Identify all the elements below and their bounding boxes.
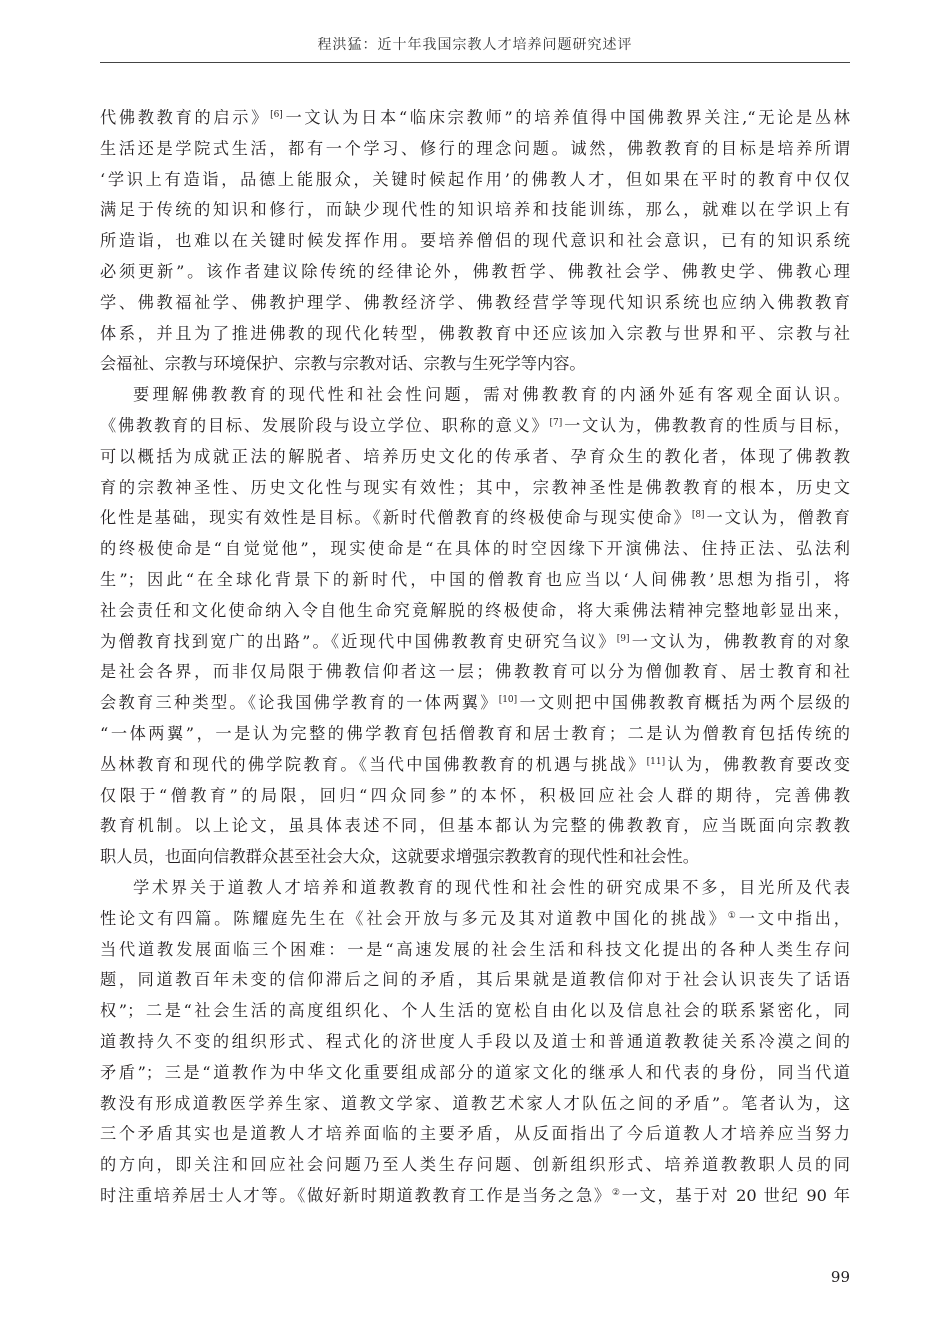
text-line — [100, 103, 850, 134]
paragraph — [100, 103, 850, 380]
text-line — [100, 473, 850, 504]
text-span: 认为，佛教教育要改变 — [665, 754, 850, 774]
text-line — [100, 781, 850, 812]
text-line — [100, 503, 850, 534]
text-line — [100, 1150, 850, 1181]
footnote-reference: [7] — [549, 417, 563, 428]
text-span: 教育机制。以上论文，虽具体表述不同，但基本都认为完整的佛教教育，应当既面向宗教教 — [100, 816, 850, 836]
text-line — [100, 257, 850, 288]
text-span: 一文中指出， — [738, 908, 850, 928]
text-line — [100, 349, 850, 380]
text-span: 可以概括为成就正法的解脱者、培养历史文化的传承者、孕育众生的教化者，体现了佛教教 — [100, 446, 850, 466]
text-span: “一体两翼”，一是认为完整的佛学教育包括僧教育和居士教育；二是认为僧教育包括传统的 — [100, 723, 850, 743]
text-line — [100, 319, 850, 350]
text-span: 生”；因此“在全球化背景下的新时代，中国的僧教育也应当以‘人间佛教’思想为指引，将 — [100, 569, 850, 589]
text-span: 权”；二是“社会生活的高度组织化、个人生活的宽松自由化以及信息社会的联系紧密化，同 — [100, 1001, 850, 1021]
text-line — [100, 657, 850, 688]
text-span: 体系，并且为了推进佛教的现代化转型，佛教教育中还应该加入宗教与世界和平、宗教与社 — [100, 323, 850, 343]
text-line — [100, 1181, 850, 1212]
text-span: 化性是基础，现实有效性是目标。《新时代僧教育的终极使命与现实使命》 — [100, 508, 692, 528]
text-line — [100, 1119, 850, 1150]
text-span: 时注重培养居士人才等。《做好新时期道教教育工作是当务之急》 — [100, 1185, 612, 1205]
text-span: ‘学识上有造诣，品德上能服众，关键时候起作用’的佛教人才，但如果在平时的教育中仅仅 — [100, 169, 850, 189]
paragraph — [100, 380, 850, 873]
text-span: 一文认为，佛教教育的性质与目标， — [562, 415, 850, 435]
footnote-reference: [9] — [616, 633, 630, 644]
text-span: 题，同道教百年未变的信仰滞后之间的矛盾，其后果就是道教信仰对于社会认识丧失了话语 — [100, 970, 850, 990]
text-span: 一文则把中国佛教教育概括为两个层级的 — [517, 693, 850, 713]
text-span: 的终极使命是“自觉觉他”，现实使命是“在具体的时空因缘下开演佛法、住持正法、弘法利 — [100, 539, 850, 559]
text-span: 社会责任和文化使命纳入令自他生命究竟解脱的终极使命，将大乘佛法精神完整地彰显出来， — [100, 600, 850, 620]
text-span: 满足于传统的知识和修行，而缺少现代性的知识培养和技能训练，那么，就难以在学识上有 — [100, 200, 850, 220]
text-line — [100, 965, 850, 996]
page-number: 99 — [830, 1268, 850, 1286]
text-line — [100, 565, 850, 596]
text-span: 三个矛盾其实也是道教人才培养面临的主要矛盾，从反面指出了今后道教人才培养应当努力 — [100, 1124, 850, 1144]
text-line — [100, 165, 850, 196]
article-body — [100, 103, 850, 1212]
text-line — [100, 719, 850, 750]
text-span: 会教育三种类型。《论我国佛学教育的一体两翼》 — [100, 693, 499, 713]
text-span: 要理解佛教教育的现代性和社会性问题，需对佛教教育的内涵外延有客观全面认识。 — [133, 385, 850, 405]
footnote-reference: ② — [611, 1187, 622, 1198]
text-span: 一文，基于对 20 世纪 90 年 — [621, 1185, 850, 1205]
text-line — [100, 380, 850, 411]
text-span: 一文认为，佛教教育的对象 — [629, 631, 850, 651]
text-span: 所造诣，也难以在关键时候发挥作用。要培养僧侣的现代意识和社会意识，已有的知识系统 — [100, 231, 850, 251]
text-line — [100, 873, 850, 904]
text-span: 丛林教育和现代的佛学院教育。《当代中国佛教教育的机遇与挑战》 — [100, 754, 647, 774]
text-line — [100, 996, 850, 1027]
text-span: 会福祉、宗教与环境保护、宗教与宗教对话、宗教与生死学等内容。 — [100, 354, 586, 374]
text-span: 道教持久不变的组织形式、程式化的济世度人手段以及道士和普通道教教徒关系冷漠之间的 — [100, 1031, 850, 1051]
header-rule — [100, 62, 850, 63]
text-span: 学、佛教福祉学、佛教护理学、佛教经济学、佛教经营学等现代知识系统也应纳入佛教教育 — [100, 292, 850, 312]
text-line — [100, 904, 850, 935]
text-line — [100, 688, 850, 719]
text-span: 为僧教育找到宽广的出路”。《近现代中国佛教教育史研究刍议》 — [100, 631, 617, 651]
text-line — [100, 411, 850, 442]
text-span: 的方向，即关注和回应社会问题乃至人类生存问题、创新组织形式、培养道教教职人员的同 — [100, 1155, 850, 1175]
footnote-reference: ① — [727, 910, 739, 921]
text-span: 教没有形成道教医学养生家、道教文学家、道教艺术家人才队伍之间的矛盾”。笔者认为，这 — [100, 1093, 850, 1113]
text-span: 一文认为，僧教育 — [704, 508, 850, 528]
text-line — [100, 935, 850, 966]
text-line — [100, 226, 850, 257]
text-line — [100, 134, 850, 165]
running-header: 程洪猛：近十年我国宗教人才培养问题研究述评 — [317, 37, 633, 53]
text-span: 一文认为日本“临床宗教师”的培养值得中国佛教界关注,“无论是丛林 — [282, 108, 850, 127]
text-span: 必须更新”。该作者建议除传统的经律论外，佛教哲学、佛教社会学、佛教史学、佛教心理 — [100, 261, 850, 281]
text-line — [100, 1027, 850, 1058]
paragraph — [100, 873, 850, 1212]
text-span: 《佛教教育的目标、发展阶段与设立学位、职称的意义》 — [100, 415, 550, 435]
text-line — [100, 534, 850, 565]
text-span: 性论文有四篇。陈耀庭先生在《社会开放与多元及其对道教中国化的挑战》 — [100, 908, 728, 928]
text-line — [100, 811, 850, 842]
text-span: 育的宗教神圣性、历史文化性与现实有效性；其中，宗教神圣性是佛教教育的根本，历史文 — [100, 477, 850, 497]
text-line — [100, 842, 850, 873]
footnote-reference: [6] — [270, 110, 283, 120]
text-line — [100, 627, 850, 658]
text-span: 代佛教教育的启示》 — [100, 108, 271, 127]
text-span: 当代道教发展面临三个困难：一是“高速发展的社会生活和科技文化提出的各种人类生存问 — [100, 939, 850, 959]
footnote-reference: [8] — [691, 510, 705, 521]
footnote-reference: [10] — [498, 695, 518, 706]
text-span: 矛盾”；三是“道教作为中华文化重要组成部分的道家文化的继承人和代表的身份，同当代道 — [100, 1062, 850, 1082]
text-line — [100, 195, 850, 226]
text-span: 仅限于“僧教育”的局限，回归“四众同参”的本怀，积极回应社会人群的期待，完善佛教 — [100, 785, 850, 805]
text-span: 生活还是学院式生活，都有一个学习、修行的理念问题。诚然，佛教教育的目标是培养所谓 — [100, 138, 850, 158]
text-line — [100, 1058, 850, 1089]
text-span: 学术界关于道教人才培养和道教教育的现代性和社会性的研究成果不多，目光所及代表 — [133, 877, 850, 897]
text-span: 是社会各界，而非仅局限于佛教信仰者这一层；佛教教育可以分为僧伽教育、居士教育和社 — [100, 662, 850, 682]
text-line — [100, 750, 850, 781]
text-line — [100, 288, 850, 319]
text-line — [100, 596, 850, 627]
text-span: 职人员，也面向信教群众甚至社会大众，这就要求增强宗教教育的现代性和社会性。 — [100, 847, 699, 867]
text-line — [100, 1089, 850, 1120]
text-line — [100, 442, 850, 473]
footnote-reference: [11] — [646, 756, 666, 767]
